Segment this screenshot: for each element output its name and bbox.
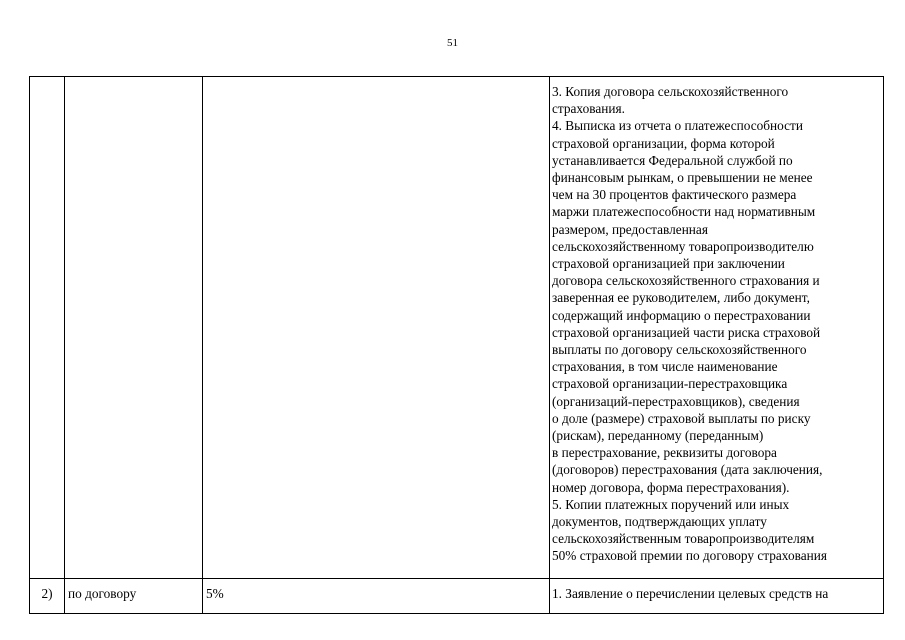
row-name-cell: [65, 77, 203, 579]
documents-line: содержащий информацию о перестраховании: [552, 307, 811, 323]
documents-line: 1. Заявление о перечислении целевых средств на: [552, 586, 829, 601]
documents-line: устанавливается Федеральной службой по: [552, 152, 793, 168]
row-name-cell: по договору: [65, 579, 203, 614]
documents-line: страховой организацией при заключении: [552, 256, 785, 272]
documents-line: маржи платежеспособности над нормативным: [552, 204, 816, 220]
row-documents-cell: [550, 579, 884, 614]
documents-line: чем на 30 процентов фактического размера: [552, 187, 797, 203]
documents-line: страховой организацией части риска страховой: [552, 324, 821, 340]
documents-line: страхования, в том числе наименование: [552, 359, 778, 375]
row-rate-cell: 5%: [203, 579, 550, 614]
documents-line: (договоров) перестрахования (дата заключения,: [552, 462, 823, 478]
documents-line: сельскохозяйственным товаропроизводителям: [552, 531, 815, 547]
table-row: [30, 77, 884, 579]
documents-line: 50% страховой премии по договору страхования: [552, 548, 827, 564]
documents-line: документов, подтверждающих уплату: [552, 514, 767, 530]
documents-line: 4. Выписка из отчета о платежеспособности: [552, 118, 803, 134]
documents-line: 3. Копия договора сельскохозяйственного: [552, 84, 789, 99]
row-documents-cell: [550, 77, 884, 579]
documents-line: страховой организации-перестраховщика: [552, 376, 788, 392]
documents-line: (рискам), переданному (переданным): [552, 428, 764, 444]
row-rate-cell: [203, 77, 550, 579]
documents-line: сельскохозяйственному товаропроизводителю: [552, 238, 814, 254]
documents-line: договора сельскохозяйственного страхования и: [552, 273, 820, 289]
documents-line: финансовым рынкам, о превышении не менее: [552, 170, 813, 186]
documents-line: выплаты по договору сельскохозяйственного: [552, 342, 807, 358]
page-number: 51: [447, 37, 458, 49]
table-row: [30, 579, 884, 614]
documents-line: 5. Копии платежных поручений или иных: [552, 496, 790, 512]
documents-line: в перестрахование, реквизиты договора: [552, 445, 777, 461]
documents-line: (организаций-перестраховщиков), сведения: [552, 393, 800, 409]
row-number-cell: 2): [30, 579, 65, 614]
documents-line: страхования.: [552, 101, 625, 117]
documents-line: страховой организации, форма которой: [552, 135, 775, 151]
documents-line: заверенная ее руководителем, либо документ,: [552, 290, 810, 306]
document-table: [29, 76, 884, 614]
documents-line: номер договора, форма перестрахования).: [552, 479, 790, 495]
documents-line: размером, предоставленная: [552, 221, 708, 237]
row-number-cell: [30, 77, 65, 579]
documents-line: о доле (размере) страховой выплаты по риску: [552, 410, 811, 426]
